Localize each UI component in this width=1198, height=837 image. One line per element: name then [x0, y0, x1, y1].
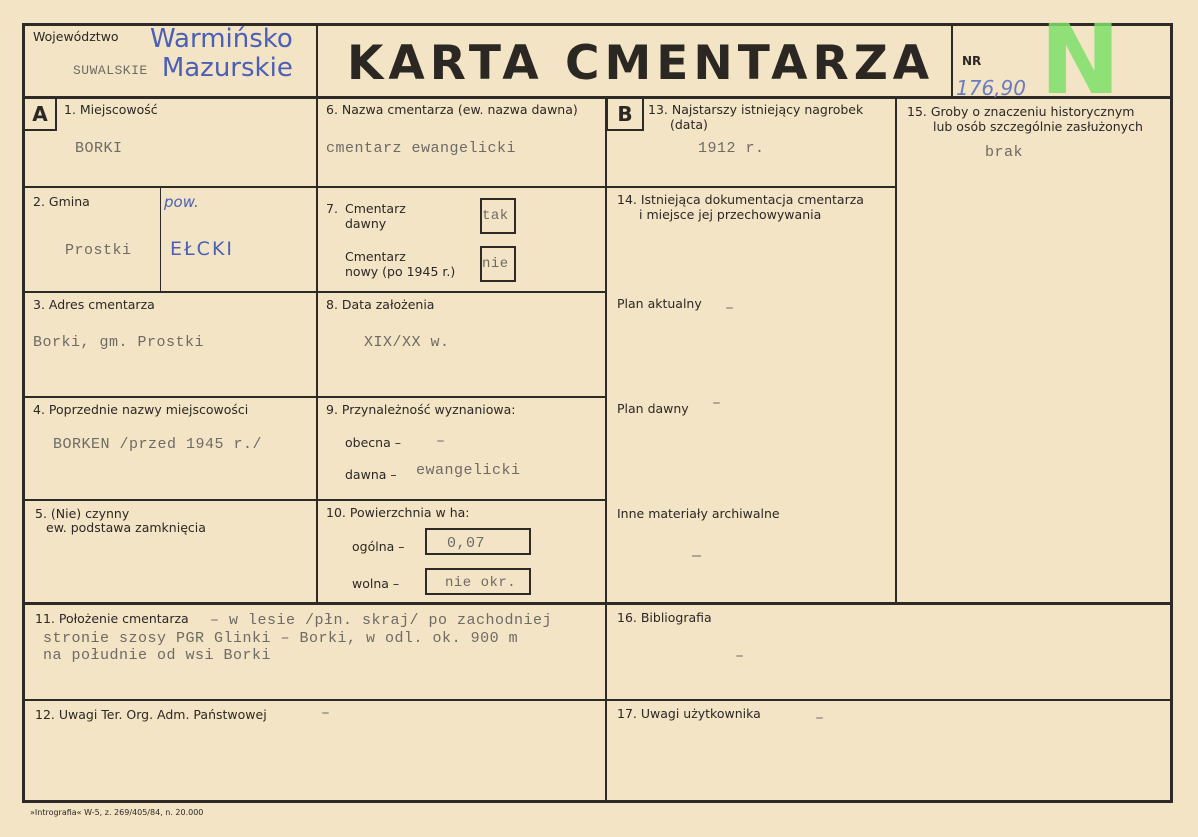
- stamp-line-1: Warmińsko: [150, 24, 293, 54]
- field-11-line-3: na południe od wsi Borki: [43, 647, 272, 664]
- section-a-badge: A: [23, 97, 57, 131]
- field-7-number: 7.: [326, 201, 338, 216]
- divider: [22, 396, 606, 398]
- current-denomination-value: –: [436, 433, 446, 450]
- divider: [605, 97, 607, 800]
- page-title: KARTA CMENTARZA: [347, 36, 935, 91]
- divider: [316, 23, 318, 603]
- new-cemetery-value: nie: [480, 246, 516, 282]
- voivodeship-stamp: [150, 25, 293, 83]
- field-11-label: 11. Położenie cmentarza: [35, 611, 189, 626]
- divider: [160, 187, 161, 292]
- field-16-value: –: [735, 648, 745, 665]
- nr-label: NR: [962, 54, 982, 68]
- old-label-1: Cmentarz: [345, 201, 406, 216]
- field-12-value: –: [321, 705, 331, 722]
- new-label-1: Cmentarz: [345, 249, 406, 264]
- plan-old-label: Plan dawny: [617, 401, 689, 416]
- stamp-line-2: Mazurskie: [161, 53, 293, 83]
- archival-materials-value: —: [692, 548, 702, 565]
- label-line-1: 13. Najstarszy istniejący nagrobek: [648, 102, 864, 117]
- new-cemetery-label: [345, 249, 455, 279]
- pow-label: pow.: [164, 193, 199, 211]
- label-line-2: lub osób szczególnie zasłużonych: [933, 119, 1143, 134]
- total-area-value: 0,07: [425, 528, 531, 555]
- field-2-label: 2. Gmina: [33, 194, 90, 209]
- field-14-label: [617, 192, 864, 222]
- label-line-2: i miejsce jej przechowywania: [639, 207, 822, 222]
- voivodeship-typed: SUWALSKIE: [73, 63, 148, 78]
- green-mark: N: [1040, 4, 1121, 116]
- field-2-value: Prostki: [65, 242, 132, 259]
- pow-value: EŁCKI: [170, 238, 235, 260]
- border-bottom: [22, 800, 1173, 803]
- free-area-value: nie okr.: [425, 568, 531, 595]
- field-11-line-1: – w lesie /płn. skraj/ po zachodniej: [210, 612, 553, 629]
- field-6-value: cmentarz ewangelicki: [326, 140, 517, 157]
- field-3-value: Borki, gm. Prostki: [33, 334, 205, 351]
- field-1-label: 1. Miejscowość: [64, 102, 158, 117]
- field-5-label: 5. (Nie) czynny: [35, 506, 130, 521]
- field-13-value: 1912 r.: [698, 140, 765, 157]
- field-15-value: brak: [985, 144, 1024, 161]
- field-4-value: BORKEN /przed 1945 r./: [53, 436, 263, 453]
- free-area-label: wolna –: [352, 576, 400, 591]
- label-line-1: 15. Groby o znaczeniu historycznym: [907, 104, 1135, 119]
- field-8-value: XIX/XX w.: [364, 334, 450, 351]
- field-10-label: 10. Powierzchnia w ha:: [326, 505, 470, 520]
- divider: [22, 291, 606, 293]
- new-label-2: nowy (po 1945 r.): [345, 264, 456, 279]
- voivodeship-label: Województwo: [33, 29, 119, 44]
- label-line-1: 14. Istniejąca dokumentacja cmentarza: [617, 192, 864, 207]
- field-15-label: [907, 104, 1143, 134]
- field-9-label: 9. Przynależność wyznaniowa:: [326, 402, 516, 417]
- former-denomination-value: ewangelicki: [416, 462, 521, 479]
- section-b-badge: B: [606, 97, 644, 131]
- old-label-2: dawny: [345, 216, 387, 231]
- field-4-label: 4. Poprzednie nazwy miejscowości: [33, 402, 249, 417]
- field-17-label: 17. Uwagi użytkownika: [617, 706, 761, 721]
- current-denomination-label: obecna –: [345, 435, 401, 450]
- nr-value: 176,90: [956, 76, 1026, 100]
- field-17-value: –: [815, 710, 825, 727]
- plan-current-label: Plan aktualny: [617, 296, 702, 311]
- divider: [22, 186, 896, 188]
- field-6-label: 6. Nazwa cmentarza (ew. nazwa dawna): [326, 102, 578, 117]
- field-5-sublabel: ew. podstawa zamknięcia: [46, 520, 206, 535]
- old-cemetery-value: tak: [480, 198, 516, 234]
- former-denomination-label: dawna –: [345, 467, 397, 482]
- border-left: [22, 23, 25, 803]
- plan-current-value: –: [725, 300, 735, 317]
- divider: [22, 602, 1172, 605]
- field-11-line-2: stronie szosy PGR Glinki – Borki, w odl. ok. 900 m: [43, 630, 519, 647]
- plan-old-value: –: [712, 395, 722, 412]
- old-cemetery-label: [345, 201, 406, 231]
- divider: [22, 699, 1172, 701]
- divider: [951, 23, 953, 98]
- archival-materials-label: Inne materiały archiwalne: [617, 506, 780, 521]
- divider: [895, 97, 897, 603]
- field-3-label: 3. Adres cmentarza: [33, 297, 155, 312]
- border-right: [1170, 23, 1173, 803]
- field-16-label: 16. Bibliografia: [617, 610, 712, 625]
- field-12-label: 12. Uwagi Ter. Org. Adm. Państwowej: [35, 707, 267, 722]
- divider: [22, 499, 606, 501]
- field-13-label: [648, 102, 863, 132]
- print-footer: »Intrografia« W-5, z. 269/405/84, n. 20.000: [30, 808, 204, 817]
- field-8-label: 8. Data założenia: [326, 297, 435, 312]
- field-1-value: BORKI: [75, 140, 123, 157]
- label-line-2: (data): [670, 117, 708, 132]
- total-area-label: ogólna –: [352, 539, 405, 554]
